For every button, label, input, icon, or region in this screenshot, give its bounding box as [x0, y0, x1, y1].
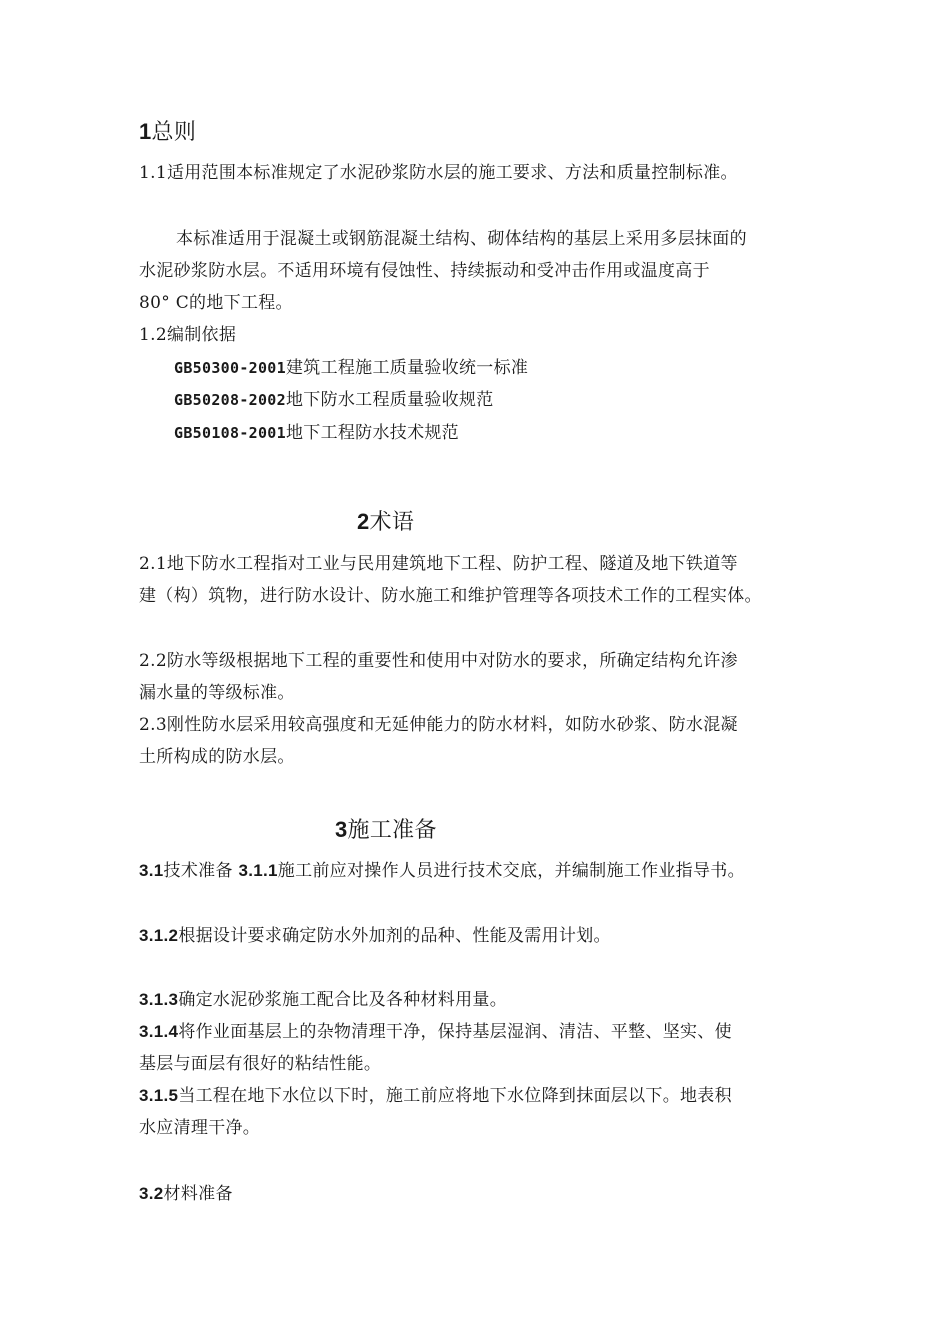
clause-number: 3.1.2 — [139, 926, 179, 945]
clause-number: 3.1.1 — [238, 861, 278, 880]
clause-2-1-line-1: 2.1地下防水工程指对工业与民用建筑地下工程、防护工程、隧道及地下铁道等 — [139, 554, 738, 574]
clause-text: 材料准备 — [163, 1184, 233, 1204]
section-1-heading — [139, 118, 196, 146]
clause-1-1 — [139, 162, 738, 184]
clause-number: 3.1.3 — [139, 990, 179, 1009]
clause-2-2-line-2: 漏水量的等级标准。 — [139, 683, 295, 703]
clause-number: 1.2 — [139, 325, 167, 345]
clause-text: 根据设计要求确定防水外加剂的品种、性能及需用计划。 — [178, 926, 611, 946]
clause-number: 3.1 — [139, 861, 164, 880]
clause-2-2-line-1: 2.2防水等级根据地下工程的重要性和使用中对防水的要求，所确定结构允许渗 — [139, 651, 738, 671]
section-title: 施工准备 — [347, 817, 437, 842]
clause-3-1-3 — [139, 989, 507, 1011]
scope-line-3: 80° C的地下工程。 — [139, 293, 293, 313]
clause-3-2 — [139, 1183, 233, 1205]
clause-number: 3.1.4 — [139, 1022, 179, 1041]
clause-2-3-line-1: 2.3刚性防水层采用较高强度和无延伸能力的防水材料，如防水砂浆、防水混凝 — [139, 715, 738, 735]
clause-number: 3.2 — [139, 1184, 164, 1203]
clause-3-1-4-line-1 — [139, 1021, 732, 1043]
clause-text: 确定水泥砂浆施工配合比及各种材料用量。 — [178, 990, 508, 1010]
reference-code: GB50208-2002 — [174, 391, 286, 409]
scope-line-2: 水泥砂浆防水层。不适用环境有侵蚀性、持续振动和受冲击作用或温度高于 — [139, 261, 710, 281]
clause-2-3-line-2: 土所构成的防水层。 — [139, 747, 295, 767]
reference-item — [174, 422, 459, 444]
clause-text: 编制依据 — [166, 325, 237, 345]
section-3-heading — [335, 816, 437, 844]
clause-text: 当工程在地下水位以下时，施工前应将地下水位降到抹面层以下。地表积 — [178, 1086, 732, 1106]
reference-code: GB50300-2001 — [174, 359, 286, 377]
clause-3-1-5-line-1 — [139, 1085, 732, 1107]
section-title: 术语 — [369, 509, 415, 534]
clause-1-2 — [139, 324, 236, 346]
reference-name: 地下防水工程质量验收规范 — [285, 390, 494, 410]
section-number: 1 — [139, 119, 152, 144]
clause-number: 3.1.5 — [139, 1086, 179, 1105]
clause-3-1 — [139, 860, 745, 882]
clause-text: 技术准备 — [163, 861, 233, 881]
section-2-heading — [357, 508, 414, 536]
clause-text: 将作业面基层上的杂物清理干净，保持基层湿润、清洁、平整、坚实、使 — [178, 1022, 732, 1042]
clause-3-1-2 — [139, 925, 611, 947]
reference-item — [174, 389, 494, 411]
clause-number: 1.1 — [139, 163, 167, 183]
reference-name: 地下工程防水技术规范 — [285, 423, 459, 443]
clause-3-1-4-line-2: 基层与面层有很好的粘结性能。 — [139, 1054, 382, 1074]
reference-name: 建筑工程施工质量验收统一标准 — [285, 358, 529, 378]
reference-code: GB50108-2001 — [174, 424, 286, 442]
section-number: 2 — [357, 509, 370, 534]
section-title: 总则 — [151, 119, 197, 144]
reference-item — [174, 357, 528, 379]
clause-2-1-line-2: 建（构）筑物，进行防水设计、防水施工和维护管理等各项技术工作的工程实体。 — [139, 586, 762, 606]
section-number: 3 — [335, 817, 348, 842]
clause-text: 施工前应对操作人员进行技术交底，并编制施工作业指导书。 — [277, 861, 745, 881]
scope-line-1: 本标准适用于混凝土或钢筋混凝土结构、砌体结构的基层上采用多层抹面的 — [176, 229, 747, 249]
clause-text: 适用范围本标准规定了水泥砂浆防水层的施工要求、方法和质量控制标准。 — [166, 163, 738, 183]
clause-3-1-5-line-2: 水应清理干净。 — [139, 1118, 261, 1138]
